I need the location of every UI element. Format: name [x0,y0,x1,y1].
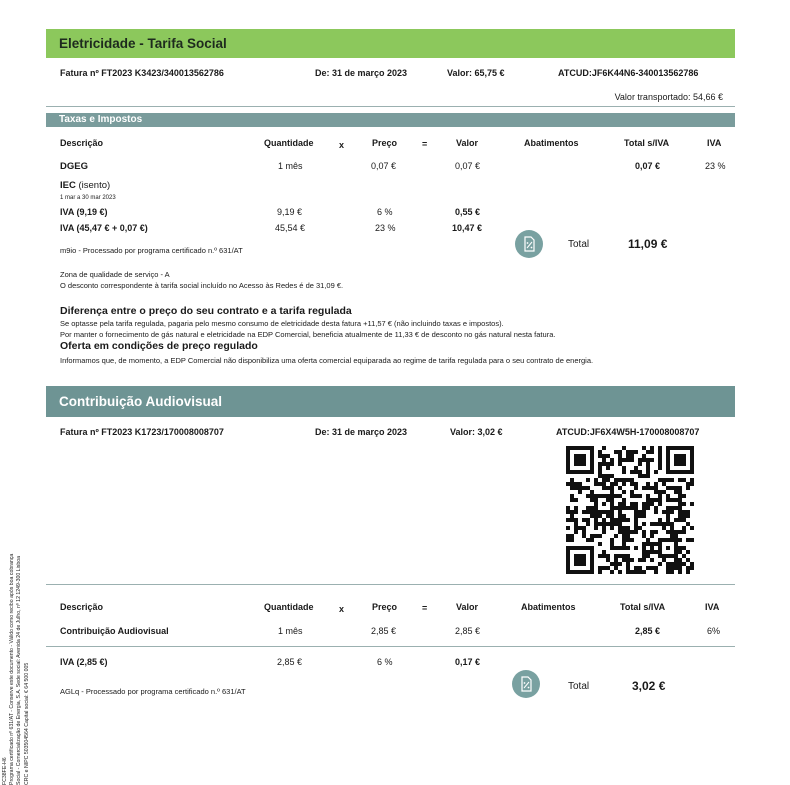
document-percent-icon [515,230,543,258]
row-valor: 0,55 € [455,207,481,217]
side-line: Social - Comercialização de Energia, S.A. Sede social: Avenida 24 de Julho, nº 12 1249-300 Lisboa [16,555,23,785]
subsection-title: Taxas e Impostos [59,114,143,125]
col-abatimentos: Abatimentos [521,602,576,612]
document-percent-icon [512,670,540,698]
row-price: 23 % [375,223,396,233]
invoice-value: Valor: 3,02 € [450,427,503,437]
iec-label: IEC [60,180,76,191]
row-total: 2,85 € [635,626,661,636]
qr-code [566,446,694,574]
col-descricao: Descrição [60,602,104,612]
col-equals: = [422,603,428,613]
col-preco: Preço [372,602,398,612]
col-equals: = [422,139,428,149]
row-valor: 10,47 € [452,223,483,233]
total-label: Total [568,239,590,250]
col-quantidade: Quantidade [264,138,314,148]
atcud: ATCUD:JF6K44N6-340013562786 [558,68,699,78]
invoice-number: Fatura nº FT2023 K3423/340013562786 [60,68,224,78]
side-line: Programa certificado nº 631/AT - Conserve este documento - Válido como recibo após boa cobrança [9,553,16,785]
row-desc: IVA (45,47 € + 0,07 €) [60,223,148,233]
iec-period: 1 mar a 30 mar 2023 [60,195,116,201]
valor-transportado: Valor transportado: 54,66 € [614,92,723,102]
row-desc: IVA (2,85 €) [60,657,108,667]
row-qty: 2,85 € [277,657,303,667]
row-desc: Contribuição Audiovisual [60,626,169,636]
col-total-s-iva: Total s/IVA [620,602,666,612]
iec-isento: (isento) [75,180,111,191]
total-value: 3,02 € [632,679,666,693]
col-preco: Preço [372,138,398,148]
row-valor: 0,17 € [455,657,481,667]
invoice-value: Valor: 65,75 € [447,68,505,78]
invoice-date: De: 31 de março 2023 [315,68,408,78]
row-price: 0,07 € [371,161,397,171]
row-valor: 2,85 € [455,626,481,636]
row-desc: DGEG [60,161,88,172]
total-value: 11,09 € [628,237,668,251]
col-iva: IVA [707,138,722,148]
row-desc-iec [60,180,110,191]
divider [46,646,735,647]
desconto-text: O desconto correspondente à tarifa social incluído no Acesso às Redes é de 31,09 €. [60,281,344,290]
row-price: 2,85 € [371,626,397,636]
diferenca-line1: Se optasse pela tarifa regulada, pagaria pelo mesmo consumo de eletricidade desta fatura +11,57 € (não incluindo taxas e impostos). [60,319,504,328]
divider [46,106,735,107]
col-x: x [339,140,345,150]
row-qty: 45,54 € [275,223,306,233]
side-line: FC38FE-H6 [2,757,8,785]
invoice-date: De: 31 de março 2023 [315,427,408,437]
row-iva: 6% [707,626,721,636]
row-qty: 1 mês [278,626,303,636]
cert-text: AGLq - Processado por programa certificado n.º 631/AT [60,687,246,696]
total-label: Total [568,681,590,692]
zona-text: Zona de qualidade de serviço - A [60,270,170,279]
oferta-title: Oferta em condições de preço regulado [60,340,258,352]
col-valor: Valor [456,602,479,612]
section-title: Contribuição Audiovisual [59,394,223,409]
col-abatimentos: Abatimentos [524,138,579,148]
col-iva: IVA [705,602,720,612]
divider [46,584,735,585]
row-iva: 23 % [705,161,726,171]
row-qty: 1 mês [278,161,303,171]
col-total-s-iva: Total s/IVA [624,138,670,148]
section-title: Eletricidade - Tarifa Social [59,36,227,51]
section-header-contribuicao [46,386,735,417]
cert-text: m9io - Processado por programa certificado n.º 631/AT [60,246,243,255]
diferenca-line2: Por manter o fornecimento de gás natural e eletricidade na EDP Comercial, beneficia atualmente de 11,33 € de desconto no gás natural nesta fatura. [60,330,556,339]
row-qty: 9,19 € [277,207,303,217]
col-x: x [339,604,345,614]
oferta-line: Informamos que, de momento, a EDP Comercial não disponibiliza uma oferta comercial equiparada ao regime de tarifa regulada para o seu contrato de energia. [60,356,594,365]
col-valor: Valor [456,138,479,148]
row-total: 0,07 € [635,161,661,171]
atcud: ATCUD:JF6X4W5H-170008008707 [556,427,700,437]
row-valor: 0,07 € [455,161,481,171]
row-desc: IVA (9,19 €) [60,207,108,217]
col-descricao: Descrição [60,138,104,148]
side-legal-text [2,554,31,785]
section-header-eletricidade [46,29,735,58]
subsection-header-taxas [46,113,735,127]
row-price: 6 % [377,207,393,217]
col-quantidade: Quantidade [264,602,314,612]
diferenca-title: Diferença entre o preço do seu contrato e a tarifa regulada [60,305,352,317]
row-price: 6 % [377,657,393,667]
side-line: CRC e NIPC 503504564 Capital social: € 64 500 005 [23,662,30,785]
invoice-number: Fatura nº FT2023 K1723/170008008707 [60,427,224,437]
